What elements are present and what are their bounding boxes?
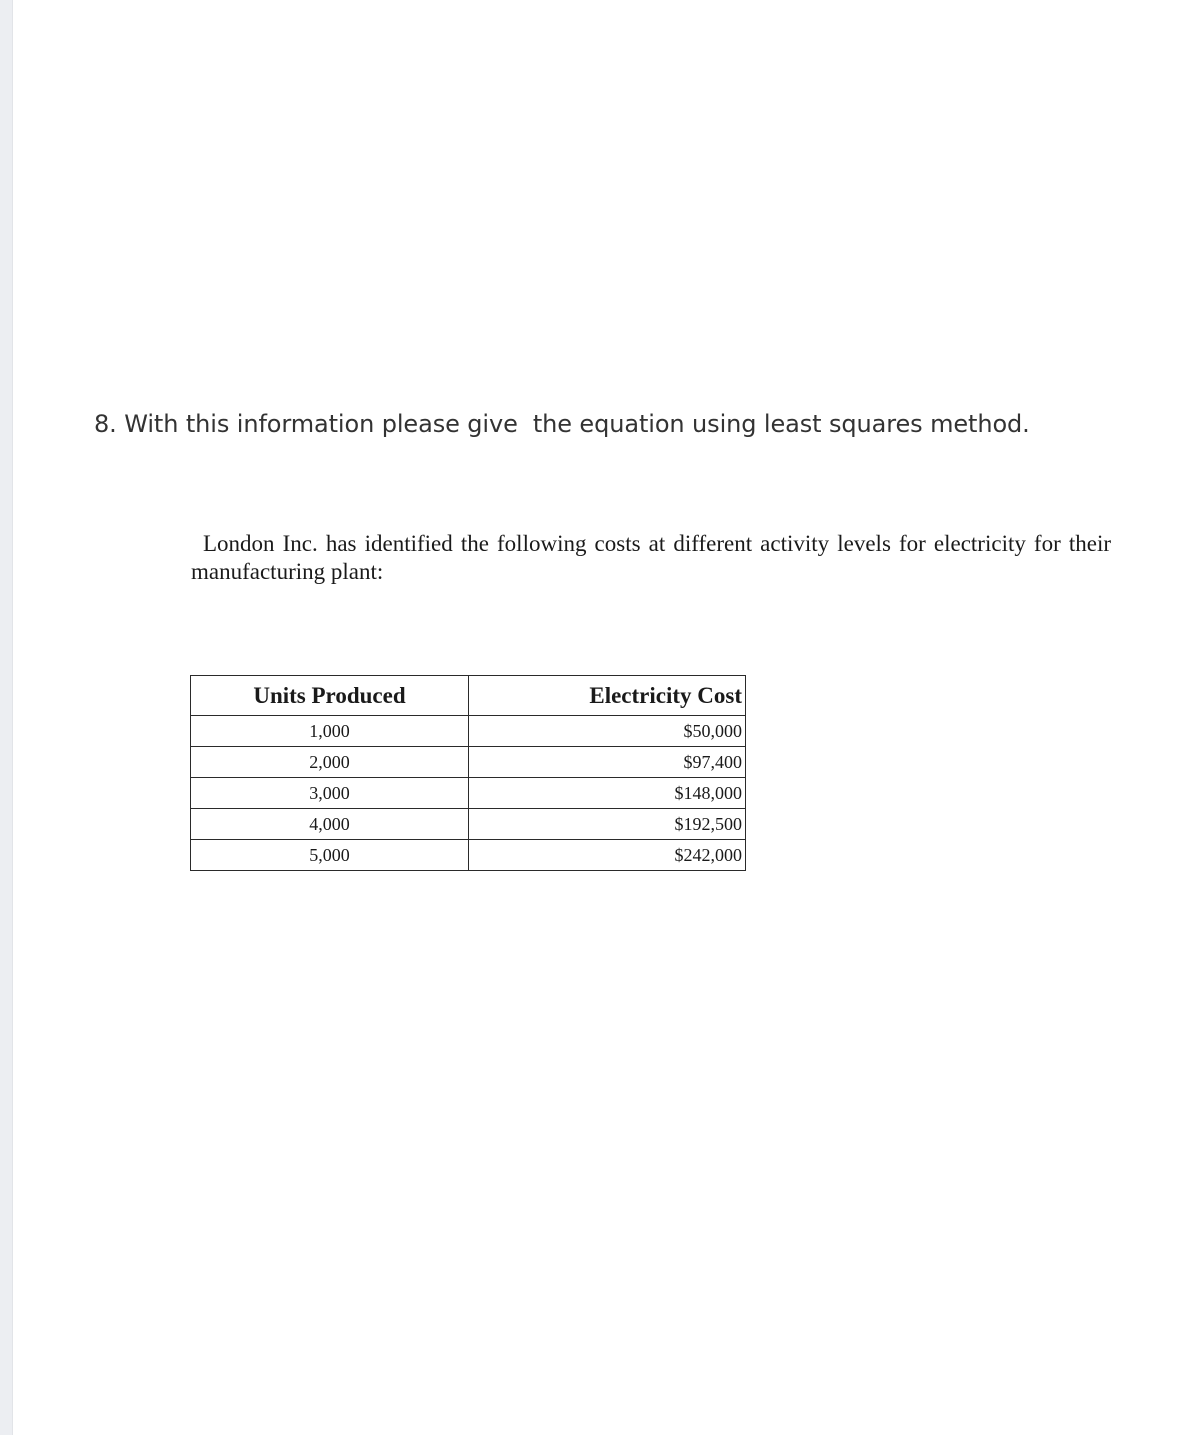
cell-cost: $148,000 [469,778,746,809]
cell-cost: $242,000 [469,840,746,871]
header-electricity-cost: Electricity Cost [469,676,746,716]
cell-cost: $50,000 [469,716,746,747]
cell-cost: $192,500 [469,809,746,840]
question-text: 8. With this information please give the equation using least squares method. [94,410,1030,438]
table-header-row [191,676,746,716]
cost-table [190,675,746,871]
cell-units: 2,000 [191,747,469,778]
cell-cost: $97,400 [469,747,746,778]
table-row [191,778,746,809]
header-units-produced: Units Produced [191,676,469,716]
cell-units: 5,000 [191,840,469,871]
cell-units: 4,000 [191,809,469,840]
left-gutter [0,0,13,1435]
cell-units: 1,000 [191,716,469,747]
table-row [191,716,746,747]
table-row [191,747,746,778]
cell-units: 3,000 [191,778,469,809]
table-row [191,840,746,871]
intro-paragraph: London Inc. has identified the following costs at different activity levels for electricity for their manufacturing plant: [191,531,1111,584]
table-row [191,809,746,840]
